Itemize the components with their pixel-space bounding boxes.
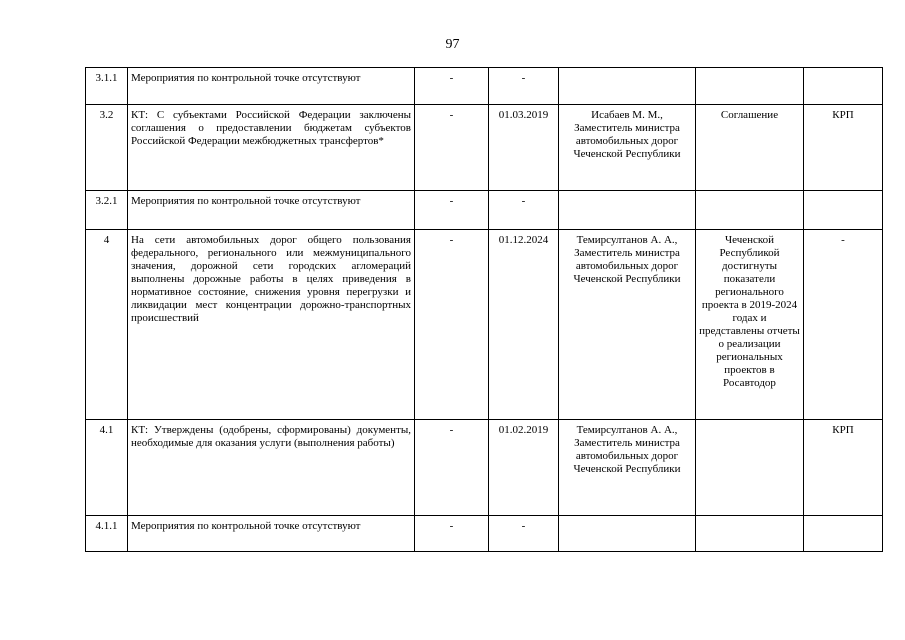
table-row	[86, 420, 883, 516]
row-responsible: Исабаев М. М., Заместитель министра автомобильных дорог Чеченской Республики	[573, 109, 681, 160]
row-result	[696, 68, 804, 105]
row-number: 3.2.1	[86, 191, 128, 230]
table-row	[86, 191, 883, 230]
row-control-level: -	[804, 230, 883, 420]
row-name: КТ: С субъектами Российской Федерации заключены соглашения о предоставлении бюджетам субъектов Российской Федерации межбюджетных трансфертов*	[128, 105, 415, 191]
row-start-date: -	[415, 68, 489, 105]
table-row	[86, 230, 883, 420]
row-start-date: -	[415, 420, 489, 516]
row-number: 4	[86, 230, 128, 420]
table-row	[86, 68, 883, 105]
row-name: На сети автомобильных дорог общего пользования федерального, регионального или межмуниципального значения, дорожной сети городских агломераций выполнены дорожные работы в целях приведения в нормативное состояние, снижения уровня перегрузки и ликвидации мест концентрации дорожно-транспортных происшествий	[128, 230, 415, 420]
row-result: Соглашение	[696, 105, 804, 191]
row-start-date: -	[415, 230, 489, 420]
row-number: 4.1	[86, 420, 128, 516]
row-result	[696, 516, 804, 552]
row-start-date: -	[415, 105, 489, 191]
row-end-date: -	[489, 68, 559, 105]
row-number: 3.1.1	[86, 68, 128, 105]
row-responsible: Темирсултанов А. А., Заместитель министра автомобильных дорог Чеченской Республики	[573, 424, 681, 475]
row-start-date: -	[415, 516, 489, 552]
row-number: 4.1.1	[86, 516, 128, 552]
row-name: Мероприятия по контрольной точке отсутствуют	[128, 191, 415, 230]
row-name: Мероприятия по контрольной точке отсутствуют	[128, 516, 415, 552]
row-end-date: -	[489, 191, 559, 230]
page-number: 97	[445, 37, 460, 52]
row-name: Мероприятия по контрольной точке отсутствуют	[128, 68, 415, 105]
row-end-date: -	[489, 516, 559, 552]
row-control-level	[804, 68, 883, 105]
row-name: КТ: Утверждены (одобрены, сформированы) документы, необходимые для оказания услуги (выполнения работы)	[128, 420, 415, 516]
row-responsible	[559, 191, 696, 230]
row-end-date: 01.03.2019	[489, 105, 559, 191]
row-number: 3.2	[86, 105, 128, 191]
row-control-level: КРП	[804, 420, 883, 516]
table-row	[86, 105, 883, 191]
table-row	[86, 516, 883, 552]
row-result	[696, 420, 804, 516]
row-result: Чеченской Республикой достигнуты показатели регионального проекта в 2019-2024 годах и представлены отчеты о реализации региональных проектов в Росавтодор	[696, 230, 804, 420]
row-responsible	[559, 68, 696, 105]
row-result	[696, 191, 804, 230]
row-responsible	[559, 516, 696, 552]
row-control-level: КРП	[804, 105, 883, 191]
row-end-date: 01.02.2019	[489, 420, 559, 516]
row-responsible: Темирсултанов А. А., Заместитель министра автомобильных дорог Чеченской Республики	[573, 234, 681, 285]
row-control-level	[804, 516, 883, 552]
row-end-date: 01.12.2024	[489, 230, 559, 420]
row-control-level	[804, 191, 883, 230]
control-points-table	[85, 67, 883, 552]
row-start-date: -	[415, 191, 489, 230]
